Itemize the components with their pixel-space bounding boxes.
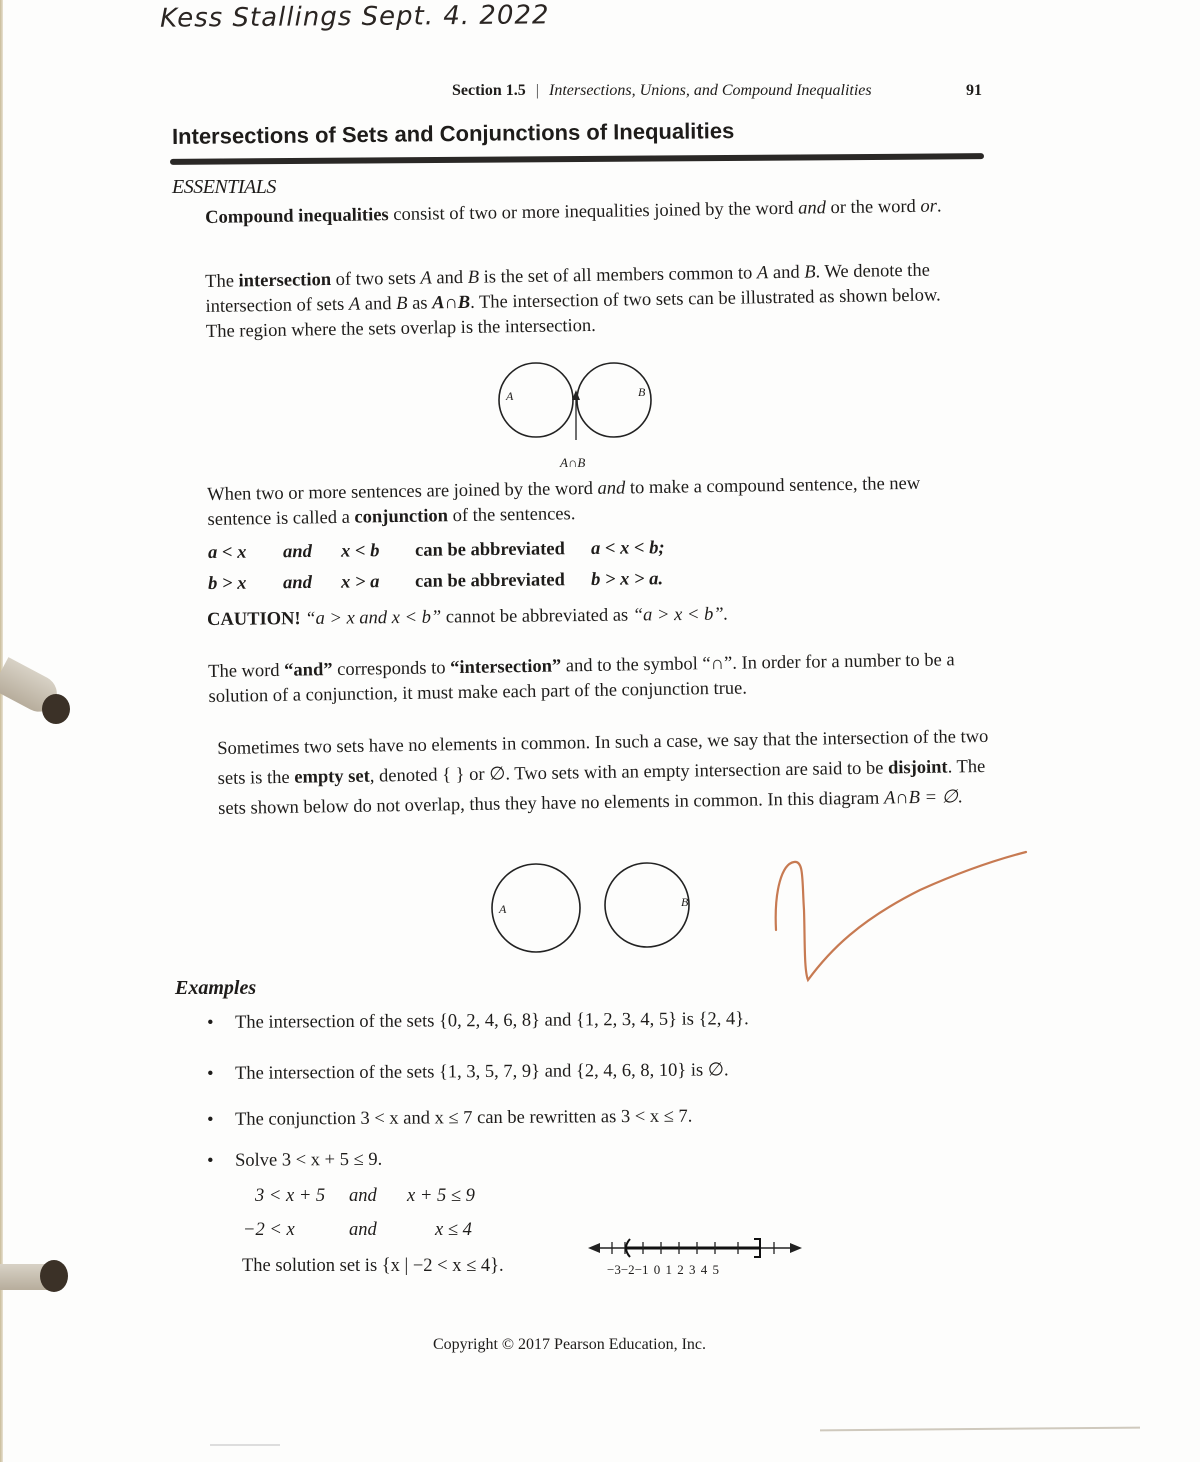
running-head: Section 1.5 | Intersections, Unions, and Compound Inequalities 91 (452, 82, 982, 99)
binder-ring-end-top (42, 694, 70, 724)
paragraph-intersection-definition: The intersection of two sets A and B is the set of all members common to A and B. We denote the intersection of sets A and B as A∩B. The intersection of two sets can be illustrated as shown below. The region where the sets overlap is the intersection. (205, 260, 941, 342)
paragraph-empty-set: Sometimes two sets have no elements in common. In such a case, we say that the intersection of the two sets is the empty set, denoted { } or ∅. Two sets with an empty intersection are said to be disjoint. The sets shown below do not overlap, thus they have no elements in common. In this diagram A∩B = ∅. (217, 726, 989, 819)
section-number: Section 1.5 (452, 82, 526, 99)
binder-ring-end-bottom (40, 1260, 68, 1292)
venn-diagram-disjoint (490, 865, 700, 955)
page-number: 91 (966, 82, 982, 99)
binder-edge (0, 0, 3, 1462)
section-topic: Intersections, Unions, and Compound Inequalities (548, 82, 872, 99)
abbreviation-row: a < x and x < b can be abbreviated a < x < b; (208, 538, 665, 563)
abbreviation-row: b > x and x > a can be abbreviated b > x > a. (208, 569, 664, 594)
venn-label-intersection: A∩B (560, 455, 586, 470)
number-line (588, 1238, 803, 1262)
arrow-right-icon (790, 1243, 802, 1253)
essentials-label: ESSENTIALS (172, 176, 276, 198)
venn-label-b: B (638, 385, 646, 399)
number-line-labels: −3−2−1 0 1 2 3 4 5 (607, 1262, 720, 1277)
solution-set: The solution set is {x | −2 < x ≤ 4}. (242, 1256, 504, 1276)
example-item: • Solve 3 < x + 5 ≤ 9. (207, 1149, 383, 1171)
page-title: Intersections of Sets and Conjunctions of Inequalities (171, 118, 735, 149)
title-rule (170, 153, 984, 165)
disjoint-label-b: B (681, 895, 689, 909)
paragraph-compound-inequalities: Compound inequalities consist of two or more inequalities joined by the word and or the word or. (205, 196, 942, 228)
example-item: • The intersection of the sets {0, 2, 4, 6, 8} and {1, 2, 3, 4, 5} is {2, 4}. (207, 1009, 749, 1033)
venn-label-a: A (506, 389, 514, 403)
paragraph-and-word: The word “and” corresponds to “intersection” and to the symbol “∩”. In order for a number to be a solution of a conjunction, it must make each part of the conjunction true. (208, 650, 955, 707)
handwritten-checkmark-icon (770, 850, 1030, 990)
page-edge-shadow (820, 1427, 1140, 1432)
paragraph-conjunction: When two or more sentences are joined by the word and to make a compound sentence, the new sentence is called a conjunction of the sentences. (207, 473, 921, 530)
page-edge-shadow (210, 1444, 280, 1446)
disjoint-label-a: A (499, 902, 507, 916)
caution-note: CAUTION! “a > x and x < b” cannot be abbreviated as “a > x < b”. (207, 604, 729, 630)
example-item: • The conjunction 3 < x and x ≤ 7 can be rewritten as 3 < x ≤ 7. (207, 1106, 693, 1130)
copyright-notice: Copyright © 2017 Pearson Education, Inc. (433, 1336, 706, 1353)
solve-step: 3 < x + 5 and x + 5 ≤ 9 (255, 1186, 475, 1206)
solve-step: −2 < x and x ≤ 4 (243, 1220, 472, 1240)
arrow-left-icon (588, 1243, 600, 1253)
examples-heading: Examples (175, 977, 257, 999)
handwritten-name-date: Kess Stallings Sept. 4. 2022 (159, 0, 550, 34)
example-item: • The intersection of the sets {1, 3, 5, 7, 9} and {2, 4, 6, 8, 10} is ∅. (207, 1060, 729, 1084)
